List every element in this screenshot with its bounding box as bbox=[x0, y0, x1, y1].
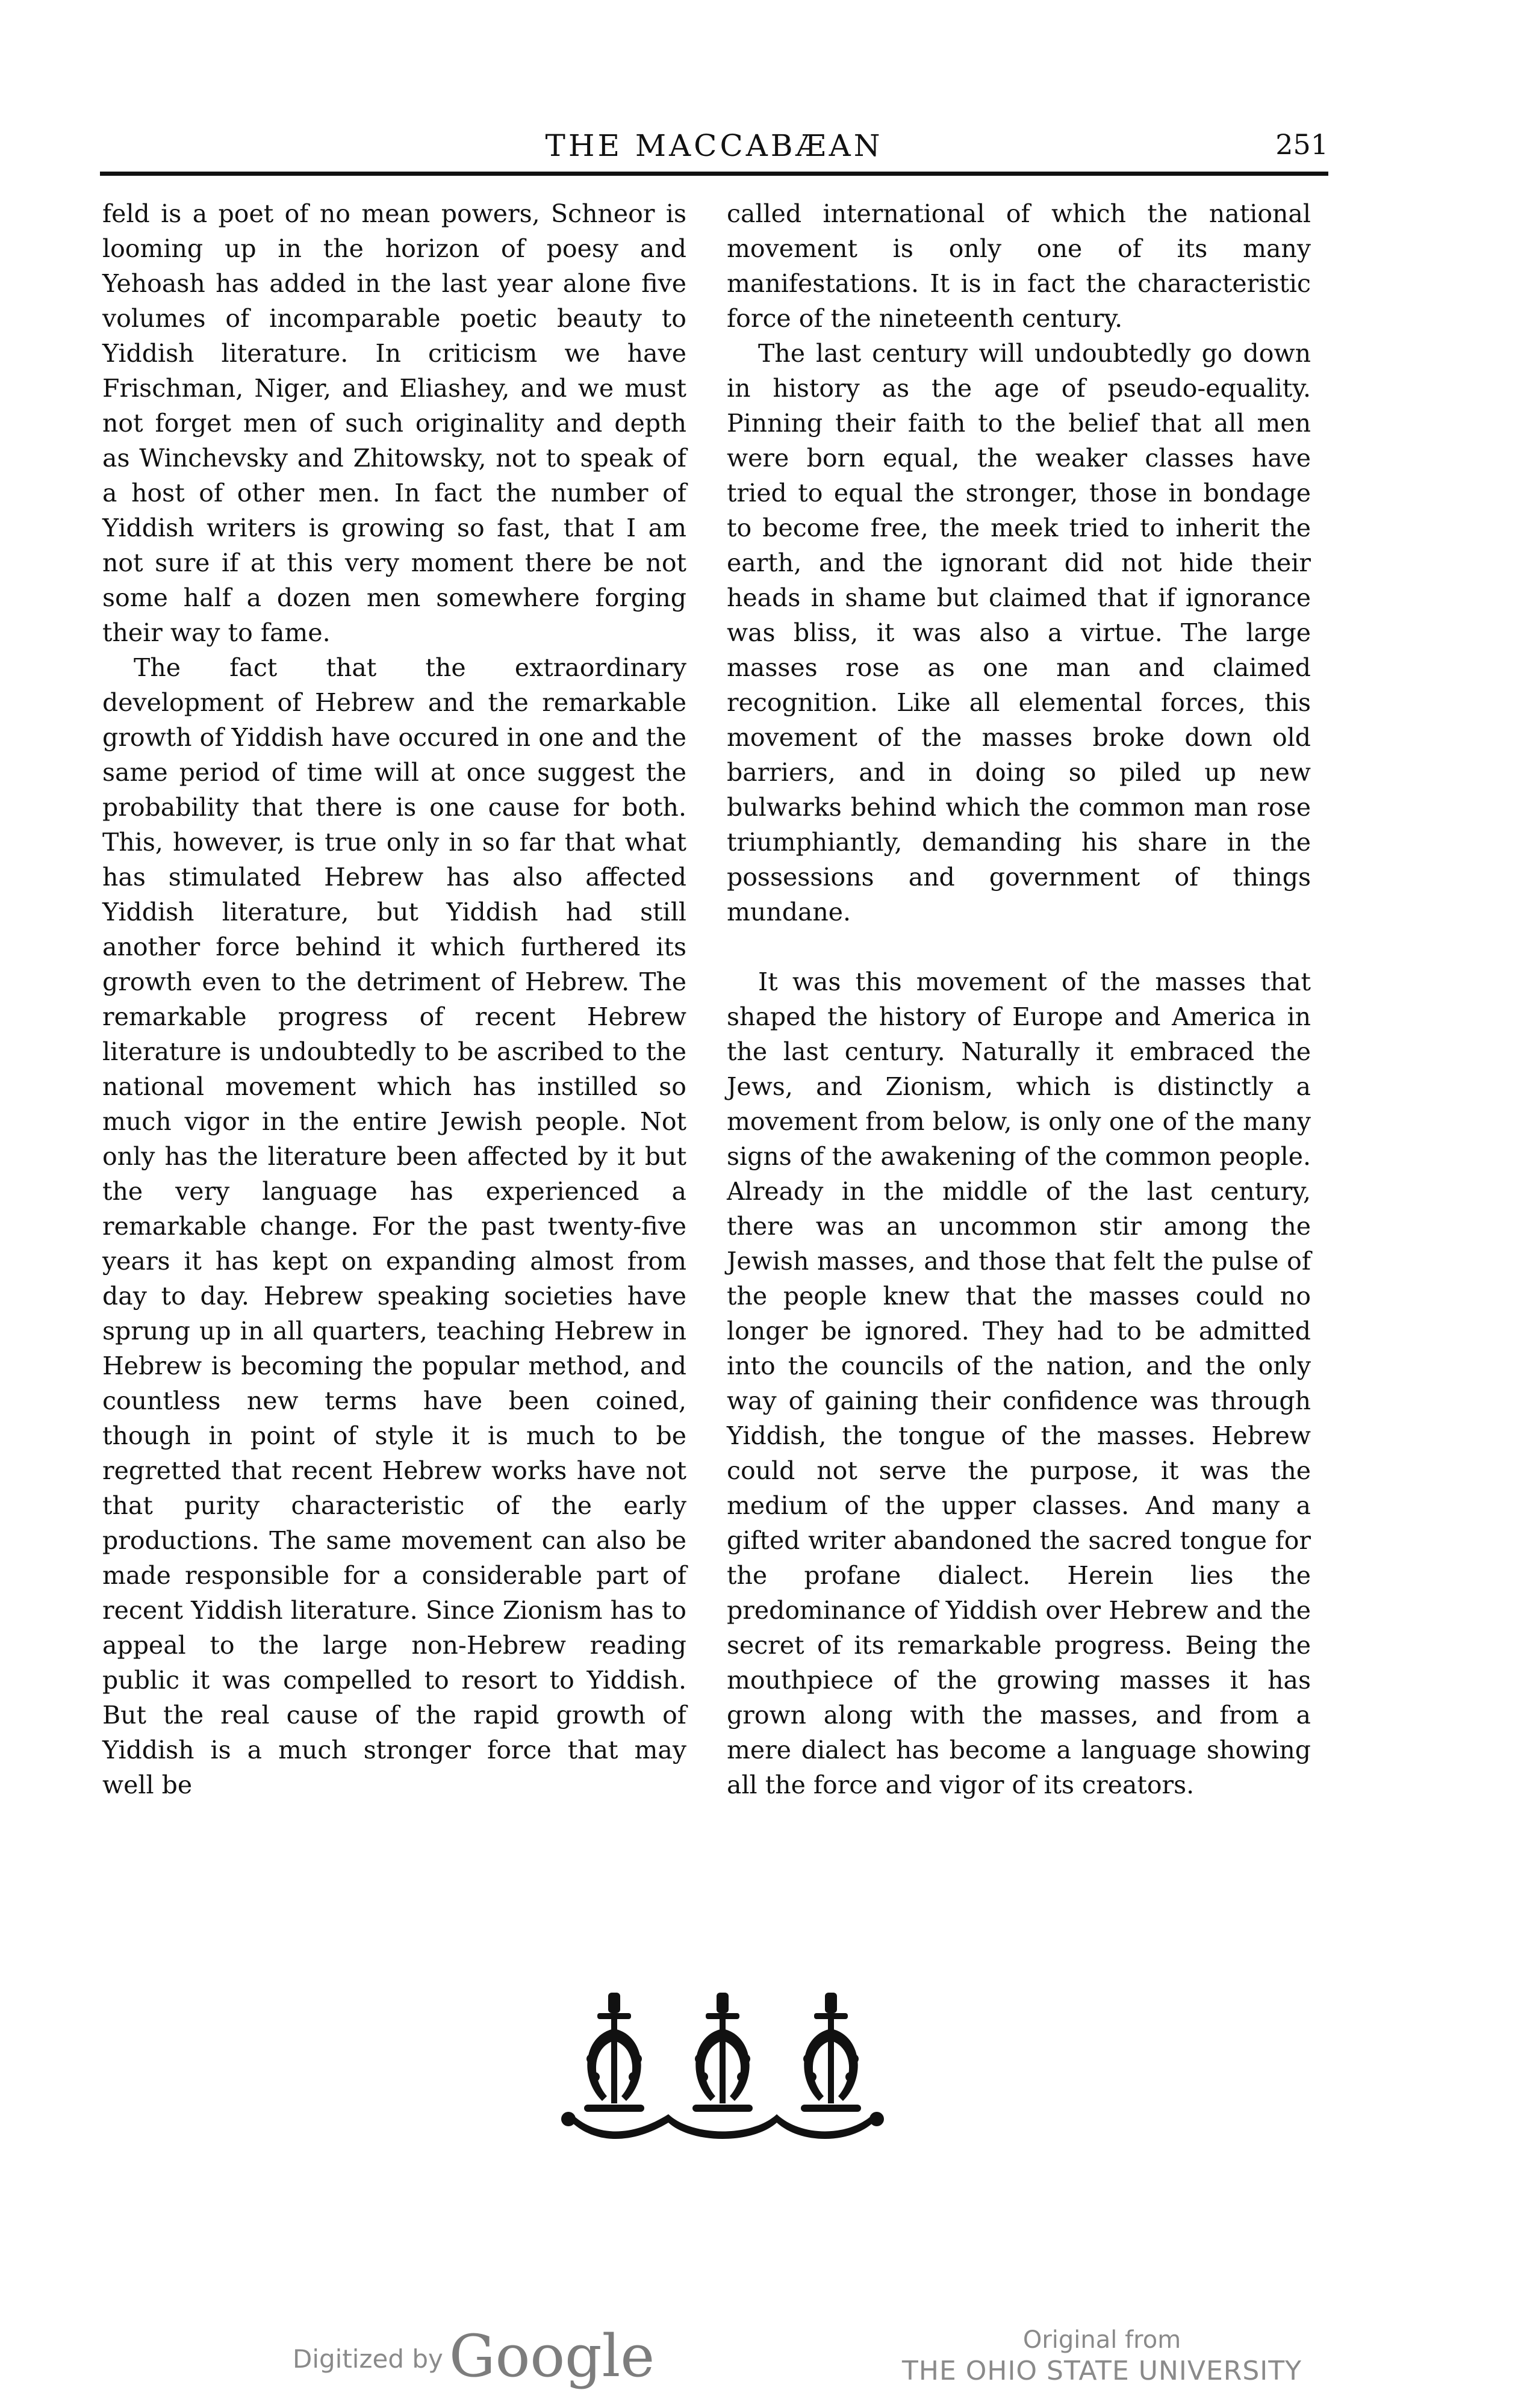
ornament-torch-3 bbox=[801, 1993, 861, 2112]
page-number: 251 bbox=[1275, 128, 1328, 161]
institution-name: THE OHIO STATE UNIVERSITY bbox=[901, 2356, 1302, 2386]
google-logo: Google bbox=[449, 2323, 655, 2390]
right-paragraph-1: called international of which the national movement is only one of its many manifestations. It is in fact the characteristic force of the nineteenth century. bbox=[727, 199, 1311, 333]
ornament-torch-1 bbox=[584, 1993, 644, 2112]
page-header bbox=[100, 123, 1328, 166]
digitized-by-label: Digitized by bbox=[293, 2344, 443, 2374]
left-paragraph-2: The fact that the extraordinary development of Hebrew and the remarkable growth of Yiddish have occured in one and the same period of time will at once suggest the probability that there is one cause for both. This, however, is true only in so far that what has stimulated Hebrew has also affected Yiddish literature, but Yiddish had still another force behind it which furthered its growth even to the detriment of Hebrew. The remarkable progress of recent Hebrew literature is undoubtedly to be ascribed to the national movement which has instilled so much vigor in the entire Jewish people. Not only has the literature been affected by it but the very language has experienced a remarkable change. For the past twenty-five years it has kept on expanding almost from day to day. Hebrew speaking societies have sprung up in all quarters, teaching Hebrew in Hebrew is becoming the popular method, and countless new terms have been coined, though in point of style it is much to be regretted that recent Hebrew works have not that purity characteristic of the early productions. The same movement can also be made responsible for a considerable part of recent Yiddish literature. Since Zionism has to appeal to the large non-Hebrew reading public it was compelled to resort to Yiddish. But the real cause of the rapid growth of Yiddish is a much stronger force that may well be bbox=[102, 653, 686, 1799]
right-paragraph-2: The last century will undoubtedly go down in history as the age of pseudo-equality. Pinning their faith to the belief that all men were born equal, the weaker classes have tried to equal the stronger, those in bondage to become free, the meek tried to inherit the earth, and the ignorant did not hide their heads in shame but claimed that if ignorance was bliss, it was also a virtue. The large masses rose as one man and claimed recognition. Like all elemental forces, this movement of the masses broke down old barriers, and in doing so piled up new bulwarks behind which the common man rose triumphiantly, demanding his share in the possessions and government of things mundane. bbox=[727, 339, 1311, 926]
digitized-by-watermark bbox=[293, 2323, 655, 2390]
right-column bbox=[727, 196, 1311, 1802]
decorative-ornament bbox=[560, 1987, 885, 2143]
ornament-torch-2 bbox=[692, 1993, 753, 2112]
header-rule bbox=[100, 172, 1328, 176]
original-from-label: Original from bbox=[1022, 2326, 1181, 2354]
original-from-watermark bbox=[867, 2325, 1337, 2388]
left-column bbox=[102, 196, 686, 1802]
journal-title: THE MACCABÆAN bbox=[545, 128, 883, 163]
left-paragraph-1: feld is a poet of no mean powers, Schneor is looming up in the horizon of poesy and Yehoash has added in the last year alone five volumes of incomparable poetic beauty to Yiddish literature. In criticism we have Frischman, Niger, and Eliashey, and we must not forget men of such originality and depth as Winchevsky and Zhitowsky, not to speak of a host of other men. In fact the number of Yiddish writers is growing so fast, that I am not sure if at this very moment there be not some half a dozen men somewhere forging their way to fame. bbox=[102, 199, 686, 647]
right-paragraph-3: It was this movement of the masses that shaped the history of Europe and America in the last century. Naturally it embraced the Jews, and Zionism, which is distinctly a movement from below, is only one of the many signs of the awakening of the common people. Already in the middle of the last century, there was an uncommon stir among the Jewish masses, and those that felt the pulse of the people knew that the masses could no longer be ignored. They had to be admitted into the councils of the nation, and the only way of gaining their confidence was through Yiddish, the tongue of the masses. Hebrew could not serve the purpose, it was the medium of the upper classes. And many a gifted writer abandoned the sacred tongue for the profane dialect. Herein lies the predominance of Yiddish over Hebrew and the secret of its remarkable progress. Being the mouthpiece of the growing masses it has grown along with the masses, and from a mere dialect has become a language showing all the force and vigor of its creators. bbox=[727, 967, 1311, 1799]
